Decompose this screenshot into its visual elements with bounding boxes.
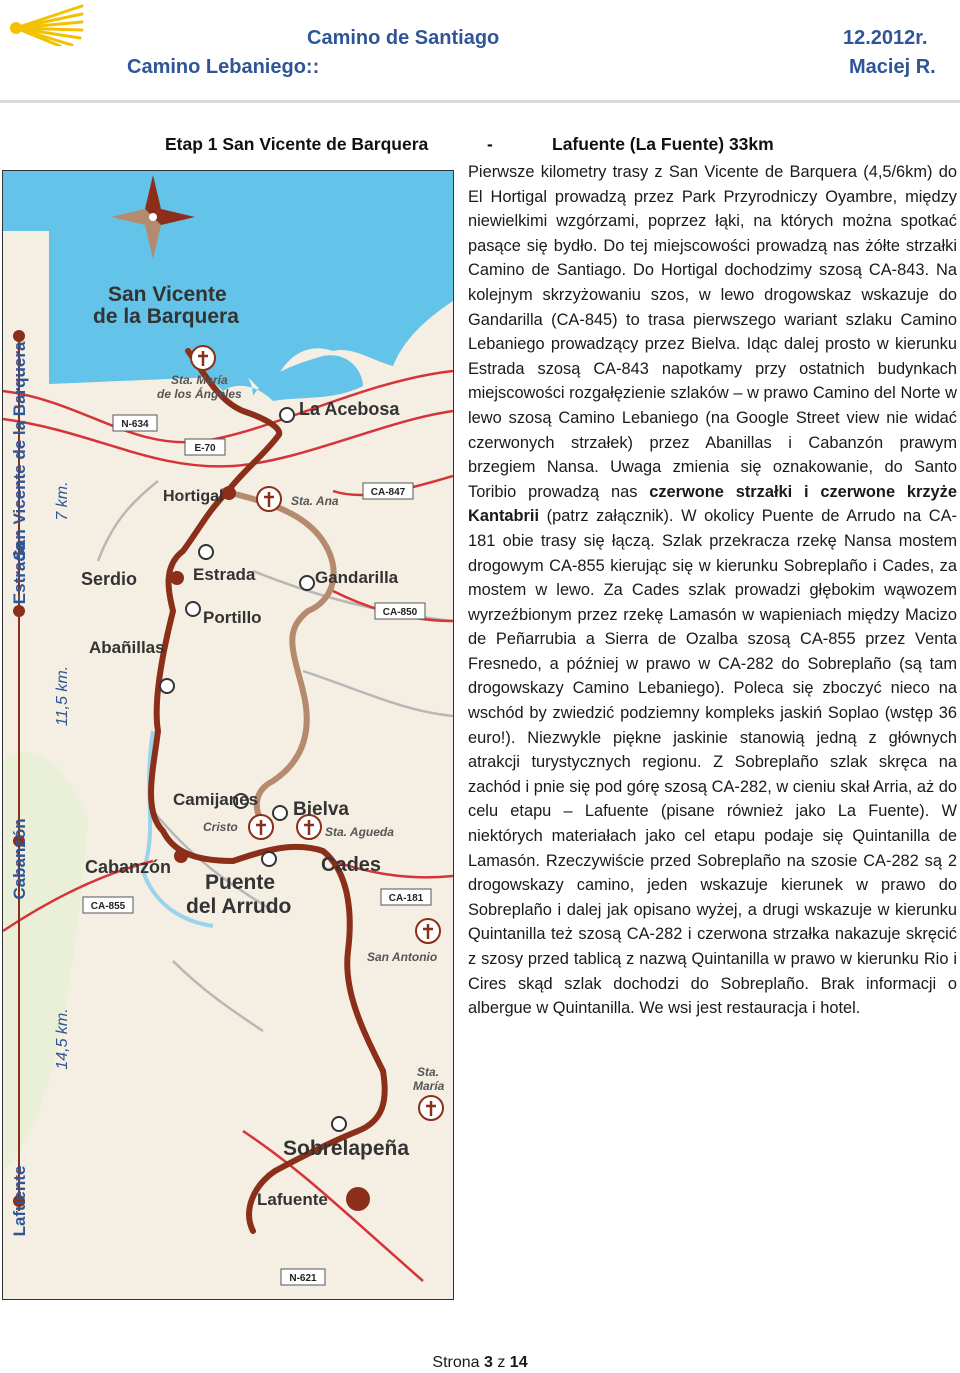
town-label-gandarilla: Gandarilla <box>315 568 399 587</box>
church-icon-sta-maria <box>191 346 215 370</box>
town-dot-cabanzon <box>174 849 188 863</box>
town-label-abanillas: Abañillas <box>89 638 165 657</box>
road-label-ca181: CA-181 <box>388 893 424 904</box>
town-label-estrada: Estrada <box>193 565 256 584</box>
town-dot-serdio <box>170 571 184 585</box>
author: Maciej R. <box>849 56 936 78</box>
road-label-ca850: CA-850 <box>382 607 418 618</box>
town-label-camijanes: Camijanes <box>173 790 259 809</box>
km-marker-estrada <box>13 605 25 617</box>
town-label-cabanzon: Cabanzón <box>85 857 172 877</box>
route-map <box>2 170 454 1300</box>
side-label-11-5km: 11,5 km. <box>54 665 71 727</box>
town-label-la-acebosa: La Acebosa <box>299 399 400 419</box>
header-divider <box>0 100 960 103</box>
church-icon-sta-ana <box>257 487 281 511</box>
footer-prefix: Strona <box>432 1354 480 1371</box>
side-label-14-5km: 14,5 km. <box>54 1008 71 1070</box>
footer-total: 14 <box>509 1354 528 1371</box>
footer-page: 3 <box>483 1354 493 1371</box>
town-dot-lafuente <box>346 1187 370 1211</box>
town-label-bielva: Bielva <box>293 799 349 820</box>
town-dot-la-acebosa <box>280 408 294 422</box>
town-label-sobrelapena: Sobrelapeña <box>283 1137 410 1160</box>
footer-sep: z <box>497 1354 506 1371</box>
town-dot-bielva <box>273 806 287 820</box>
church-label-cristo: Cristo <box>203 820 238 834</box>
side-label-7km: 7 km. <box>54 481 71 521</box>
church-icon-cristo <box>249 815 273 839</box>
town-label-portillo: Portillo <box>203 608 262 627</box>
town-dot-gandarilla <box>300 576 314 590</box>
town-label-hortigal: Hortigal <box>163 488 224 505</box>
side-label-san-vicente: San Vicente de la Barquera <box>10 341 29 561</box>
road-label-e70: E-70 <box>194 443 216 454</box>
side-label-lafuente: Lafuente <box>10 1165 29 1237</box>
stage-description <box>468 160 957 1021</box>
town-dot-estrada <box>199 545 213 559</box>
church-icon-san-antonio <box>416 919 440 943</box>
doc-title: Camino de Santiago <box>307 27 500 49</box>
church-label-sta-agueda: Sta. Agueda <box>325 825 394 839</box>
church-label-sta-maria-b1: Sta. <box>417 1065 440 1079</box>
town-label-puente-2: del Arrudo <box>186 895 292 918</box>
stage-title-from: Etap 1 San Vicente de Barquera <box>165 134 429 154</box>
town-label-serdio: Serdio <box>81 569 138 589</box>
road-label-n634: N-634 <box>121 419 149 430</box>
description-bold: czerwone strzałki i czerwone krzyże Kantabrii <box>468 482 957 526</box>
page-footer <box>0 1354 960 1372</box>
church-icon-sta-maria-b <box>419 1096 443 1120</box>
road-label-ca847: CA-847 <box>370 487 406 498</box>
description-part-1: Pierwsze kilometry trasy z San Vicente de Barquera (4,5/6km) do El Hortigal prowadzą przez Park Przyrodniczy Oyambre, między niewielkimi wzgórzami, poprzez łąki, na których można spotkać pasące się bydło. Do tej miejscowości prowadzą nas żółte strzałki Camino de Santiago. Do Hortigal dochodzimy szosą CA-843. Na kolejnym skrzyżowaniu szos, w lewo drogowskaz wskazuje do Gandarilla (CA-845) to trasa pierwszego wariant szlaku Camino Lebaniego prowadzący przez Bielva. Idąc dalej prosto w kierunku Estrada szosą CA-843 napotkamy przy ostatnich budynkach miejscowości rozgałęzienie szlaków – w prawo Camino del Norte w lewo szosą Camino Lebaniego (na Google Street view nie widać czerwonych strzałek) przez Abanillas i Cabanzón prawym brzegiem Nansa. Uwaga zmienia się oznakowanie, do Santo Toribio prowadzą nas <box>468 163 957 501</box>
church-label-sta-maria-1: Sta. María <box>171 373 228 387</box>
km-marker-start <box>13 330 25 342</box>
church-label-sta-ana: Sta. Ana <box>291 494 339 508</box>
route-name: Camino Lebaniego:: <box>127 56 320 78</box>
side-label-cabanzon: Cabanzón <box>10 818 29 900</box>
stage-title-dash: - <box>487 134 493 154</box>
town-label-san-vicente-1: San Vicente <box>108 283 227 306</box>
town-dot-abanillas <box>160 679 174 693</box>
town-dot-cades <box>262 852 276 866</box>
town-label-cades: Cades <box>321 854 382 876</box>
description-part-2: (patrz załącznik). W okolicy Puente de Arrudo na CA-181 obie trasy się łączą. Szlak przekracza rzekę Nansa mostem drogowym CA-855 kierując się w kierunku Sobreplaño i Cades, za mostem w lewo. Za Cades szlak prowadzi głębokim wąwozem wyrzeźbionym przez rzekę Lamasón w wapieniach między Macizo de Peñarrubia a Sierra de Ozalba szosą CA-855 przez Venta Fresnedo, a później w prawo w CA-282 do Sobreplaño (są tam drogowskazy Camino Lebaniego). Poleca się zboczyć nieco na wschód by zwiedzić podziemny kompleks jaskiń Soplao (wstęp 36 euro!). Niezwykle piękne jaskinie stanowią jedną z głównych atrakcji turystycznych regionu. Z Sobreplaño szlak skręca na zachód i pnie się pod górę szosą CA-282, w cieniu skał Arria, aż do celu etapu – Lafuente (pisane również jako La Fuente). W niektórych materiałach jako cel etapu podaje się Quintanilla de Lamasón. Rzeczywiście przed Sobreplaño na szosie CA-282 są 2 drogowskazy camino, jeden wskazuje kierunek w prawo do Sobreplaño i dalej jak opisano wyżej, a drugi wskazuje w kierunku Quintanilla też szosą CA-282 i czerwona strzałka nakazuje skręcić z szosy przed tablicą z nazwą Quintanilla w prawo w kierunku Rio i Cires skąd szlak dochodzi do Sobreplaño. Brak informacji o albergue w Quintanilla. We wsi jest restauracja i hotel. <box>468 507 957 1018</box>
stage-title-to: Lafuente (La Fuente) 33km <box>552 134 774 154</box>
town-label-lafuente: Lafuente <box>257 1190 328 1209</box>
town-dot-hortigal <box>222 486 236 500</box>
doc-date: 12.2012r. <box>843 27 928 49</box>
camino-shell-logo <box>6 4 84 46</box>
town-dot-portillo <box>186 602 200 616</box>
town-dot-sobrelapena <box>332 1117 346 1131</box>
church-label-sta-maria-b2: María <box>413 1079 445 1093</box>
church-label-san-antonio: San Antonio <box>367 950 438 964</box>
road-label-ca855: CA-855 <box>90 901 126 912</box>
church-label-sta-maria-2: de los Ángeles <box>157 387 242 401</box>
road-label-n621: N-621 <box>289 1273 317 1284</box>
side-label-estrada: Estrada <box>10 541 29 605</box>
town-label-puente-1: Puente <box>205 871 276 894</box>
town-label-san-vicente-2: de la Barquera <box>93 305 239 328</box>
